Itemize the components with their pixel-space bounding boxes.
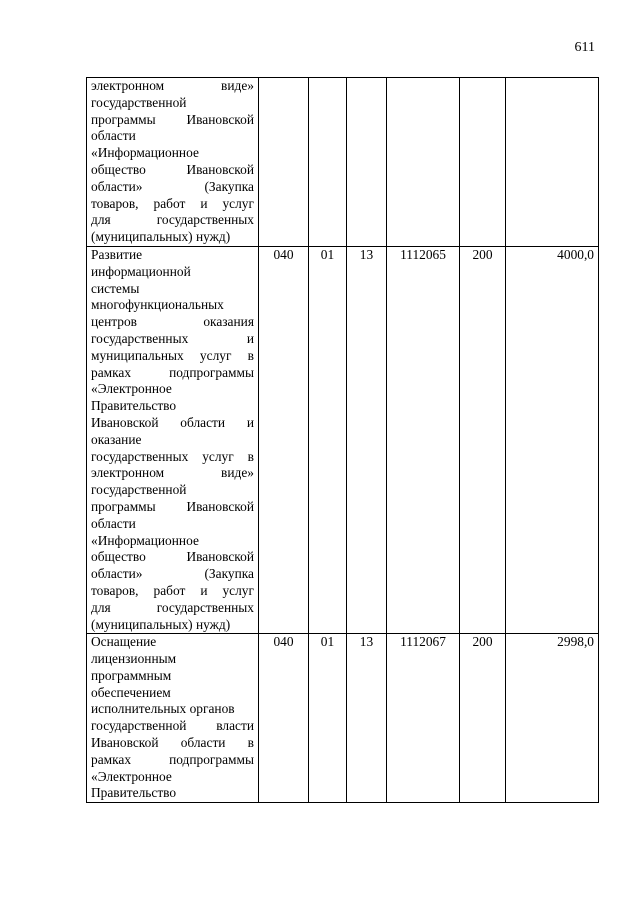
cell-target-article (387, 78, 460, 247)
item-name-line: программным (91, 667, 172, 683)
budget-table (86, 77, 599, 803)
cell-section: 01 (309, 246, 347, 633)
item-name-line: Правительство (91, 398, 177, 414)
item-name-line: «Информационное (91, 145, 199, 161)
cell-target-article: 1112065 (387, 246, 460, 633)
cell-admin-code: 040 (259, 634, 309, 803)
cell-item-name (87, 634, 259, 803)
item-name-line: области (91, 515, 136, 531)
item-name-line: рамках подпрограммы (91, 751, 254, 767)
cell-amount (506, 78, 599, 247)
item-name-line: для государственных (91, 212, 254, 228)
item-name-line: (муниципальных) нужд) (91, 229, 231, 245)
cell-admin-code (259, 78, 309, 247)
item-name-line: для государственных (91, 599, 254, 615)
item-name-line: общество Ивановской (91, 549, 254, 565)
item-name-line: электронном виде» (91, 78, 254, 93)
item-name-line: области (91, 128, 136, 144)
item-name-line: товаров, работ и услуг (91, 195, 254, 211)
cell-amount: 4000,0 (506, 246, 599, 633)
item-name-line: государственной власти (91, 718, 254, 734)
item-name-line: области» (Закупка (91, 178, 254, 194)
cell-amount: 2998,0 (506, 634, 599, 803)
cell-item-name (87, 78, 259, 247)
item-name-line: оказание (91, 431, 142, 447)
cell-admin-code: 040 (259, 246, 309, 633)
cell-subsection: 13 (347, 634, 387, 803)
item-name-line: «Электронное (91, 381, 172, 397)
item-name-line: системы (91, 280, 140, 296)
item-name-line: центров оказания (91, 314, 254, 330)
item-name-line: многофункциональных (91, 297, 224, 313)
cell-expense-type (460, 78, 506, 247)
item-name-line: государственных услуг в (91, 448, 254, 464)
item-name-line: программы Ивановской (91, 111, 254, 127)
cell-target-article: 1112067 (387, 634, 460, 803)
item-name-line: программы Ивановской (91, 498, 254, 514)
table-row (87, 634, 599, 803)
item-name-line: Оснащение (91, 634, 157, 650)
item-name-line: общество Ивановской (91, 161, 254, 177)
item-name-line: товаров, работ и услуг (91, 582, 254, 598)
item-name-line: Ивановской области и (91, 414, 254, 430)
item-name-line: Правительство (91, 785, 177, 801)
page-number: 611 (574, 40, 595, 55)
item-name-line: информационной (91, 263, 191, 279)
item-name-line: муниципальных услуг в (91, 347, 254, 363)
item-name-line: государственных и (91, 330, 254, 346)
item-name-line: исполнительных органов (91, 701, 235, 717)
item-name-line: электронном виде» (91, 465, 254, 481)
cell-expense-type: 200 (460, 634, 506, 803)
cell-subsection (347, 78, 387, 247)
item-name-line: государственной (91, 94, 187, 110)
cell-section (309, 78, 347, 247)
cell-item-name (87, 246, 259, 633)
item-name-line: Ивановской области в (91, 735, 254, 751)
cell-section: 01 (309, 634, 347, 803)
table-row (87, 78, 599, 247)
item-name-line: государственной (91, 482, 187, 498)
item-name-line: «Информационное (91, 532, 199, 548)
item-name-line: Развитие (91, 246, 143, 262)
table-row (87, 246, 599, 633)
item-name-line: (муниципальных) нужд) (91, 616, 231, 632)
item-name-line: «Электронное (91, 768, 172, 784)
item-name-line: рамках подпрограммы (91, 364, 254, 380)
cell-expense-type: 200 (460, 246, 506, 633)
item-name-line: обеспечением (91, 684, 171, 700)
cell-subsection: 13 (347, 246, 387, 633)
item-name-line: области» (Закупка (91, 566, 254, 582)
item-name-line: лицензионным (91, 651, 177, 667)
